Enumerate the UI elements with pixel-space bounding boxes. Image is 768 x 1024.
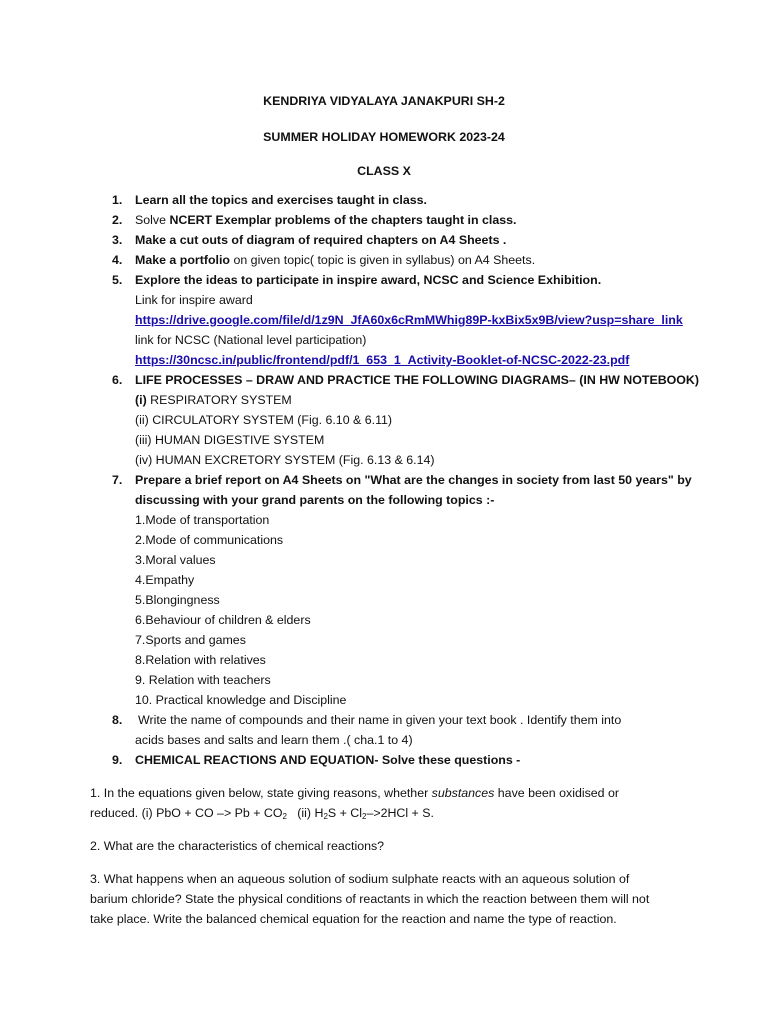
topic-item: 10. Practical knowledge and Discipline [135,693,347,707]
school-name: KENDRIYA VIDYALAYA JANAKPURI SH-2 [263,94,505,108]
question-2: 2. What are the characteristics of chemical reactions? [90,839,385,853]
item-number: 8. [112,713,123,727]
topic-item: 1.Mode of transportation [135,513,270,527]
list-item: LIFE PROCESSES – DRAW AND PRACTICE THE FOLLOWING DIAGRAMS– (IN HW NOTEBOOK) [135,373,700,387]
list-item [135,213,516,227]
question-3-line-3: take place. Write the balanced chemical equation for the reaction and name the type of reaction. [90,912,617,926]
list-item [135,253,535,267]
list-item: Prepare a brief report on A4 Sheets on "What are the changes in society from last 50 years" by [135,473,692,487]
item-text-bold: Make a portfolio [135,253,231,267]
item-number: 7. [112,473,123,487]
item-number: 6. [112,373,123,387]
list-item-continuation: acids bases and salts and learn them .( cha.1 to 4) [135,733,413,747]
diagram-number: (i) [135,393,151,407]
diagram-item [135,393,292,407]
item-number: 2. [112,213,123,227]
topic-item: 3.Moral values [135,553,216,567]
list-item: CHEMICAL REACTIONS AND EQUATION- Solve these questions - [135,753,521,767]
list-item-continuation: discussing with your grand parents on the following topics :- [135,493,495,507]
inspire-link-label: Link for inspire award [135,293,253,307]
diagram-item: (iv) HUMAN EXCRETORY SYSTEM (Fig. 6.13 & 6.14) [135,453,435,467]
item-text: on given topic( topic is given in syllabus) on A4 Sheets. [230,253,536,267]
class-heading: CLASS X [357,164,411,178]
list-item: Learn all the topics and exercises taught in class. [135,193,427,207]
diagram-item: (ii) CIRCULATORY SYSTEM (Fig. 6.10 & 6.11) [135,413,393,427]
question-3-line-1: 3. What happens when an aqueous solution of sodium sulphate reacts with an aqueous solution of [90,872,630,886]
item-number: 4. [112,253,123,267]
diagram-item: (iii) HUMAN DIGESTIVE SYSTEM [135,433,325,447]
inspire-award-link[interactable]: https://drive.google.com/file/d/1z9N_JfA60x6cRmMWhig89P-kxBix5x9B/view?usp=share_link [135,313,683,327]
topic-item: 4.Empathy [135,573,195,587]
list-item: Explore the ideas to participate in inspire award, NCSC and Science Exhibition. [135,273,602,287]
question-3-line-2: barium chloride? State the physical conditions of reactants in which the reaction between them will not [90,892,650,906]
question-1-line-2: reduced. (i) PbO + CO –> $Pb + CO_2$ (ii) $H_2S + Cl_2->2HCl + S$. [90,806,434,821]
list-item: Write the name of compounds and their name in given your text book . Identify them into [138,713,622,727]
topic-item: 2.Mode of communications [135,533,284,547]
question-1-line-1: 1. In the equations given below, state giving reasons, whether substances have been oxidised or [90,786,620,800]
topic-item: 5.Blongingness [135,593,220,607]
document-title: SUMMER HOLIDAY HOMEWORK 2023-24 [263,130,505,144]
topic-item: 8.Relation with relatives [135,653,266,667]
topic-item: 7.Sports and games [135,633,246,647]
diagram-text: RESPIRATORY SYSTEM [150,393,292,407]
topic-item: 6.Behaviour of children & elders [135,613,311,627]
item-number: 3. [112,233,123,247]
item-number: 9. [112,753,123,767]
item-number: 5. [112,273,123,287]
item-number: 1. [112,193,123,207]
item-text-bold: NCERT Exemplar problems of the chapters taught in class. [169,213,517,227]
topic-item: 9. Relation with teachers [135,673,271,687]
item-text: Solve [135,213,170,227]
list-item: Make a cut outs of diagram of required chapters on A4 Sheets . [135,233,507,247]
ncsc-link[interactable]: https://30ncsc.in/public/frontend/pdf/1_653_1_Activity-Booklet-of-NCSC-2022-23.pdf [135,353,630,367]
ncsc-link-label: link for NCSC (National level participation) [135,333,367,347]
